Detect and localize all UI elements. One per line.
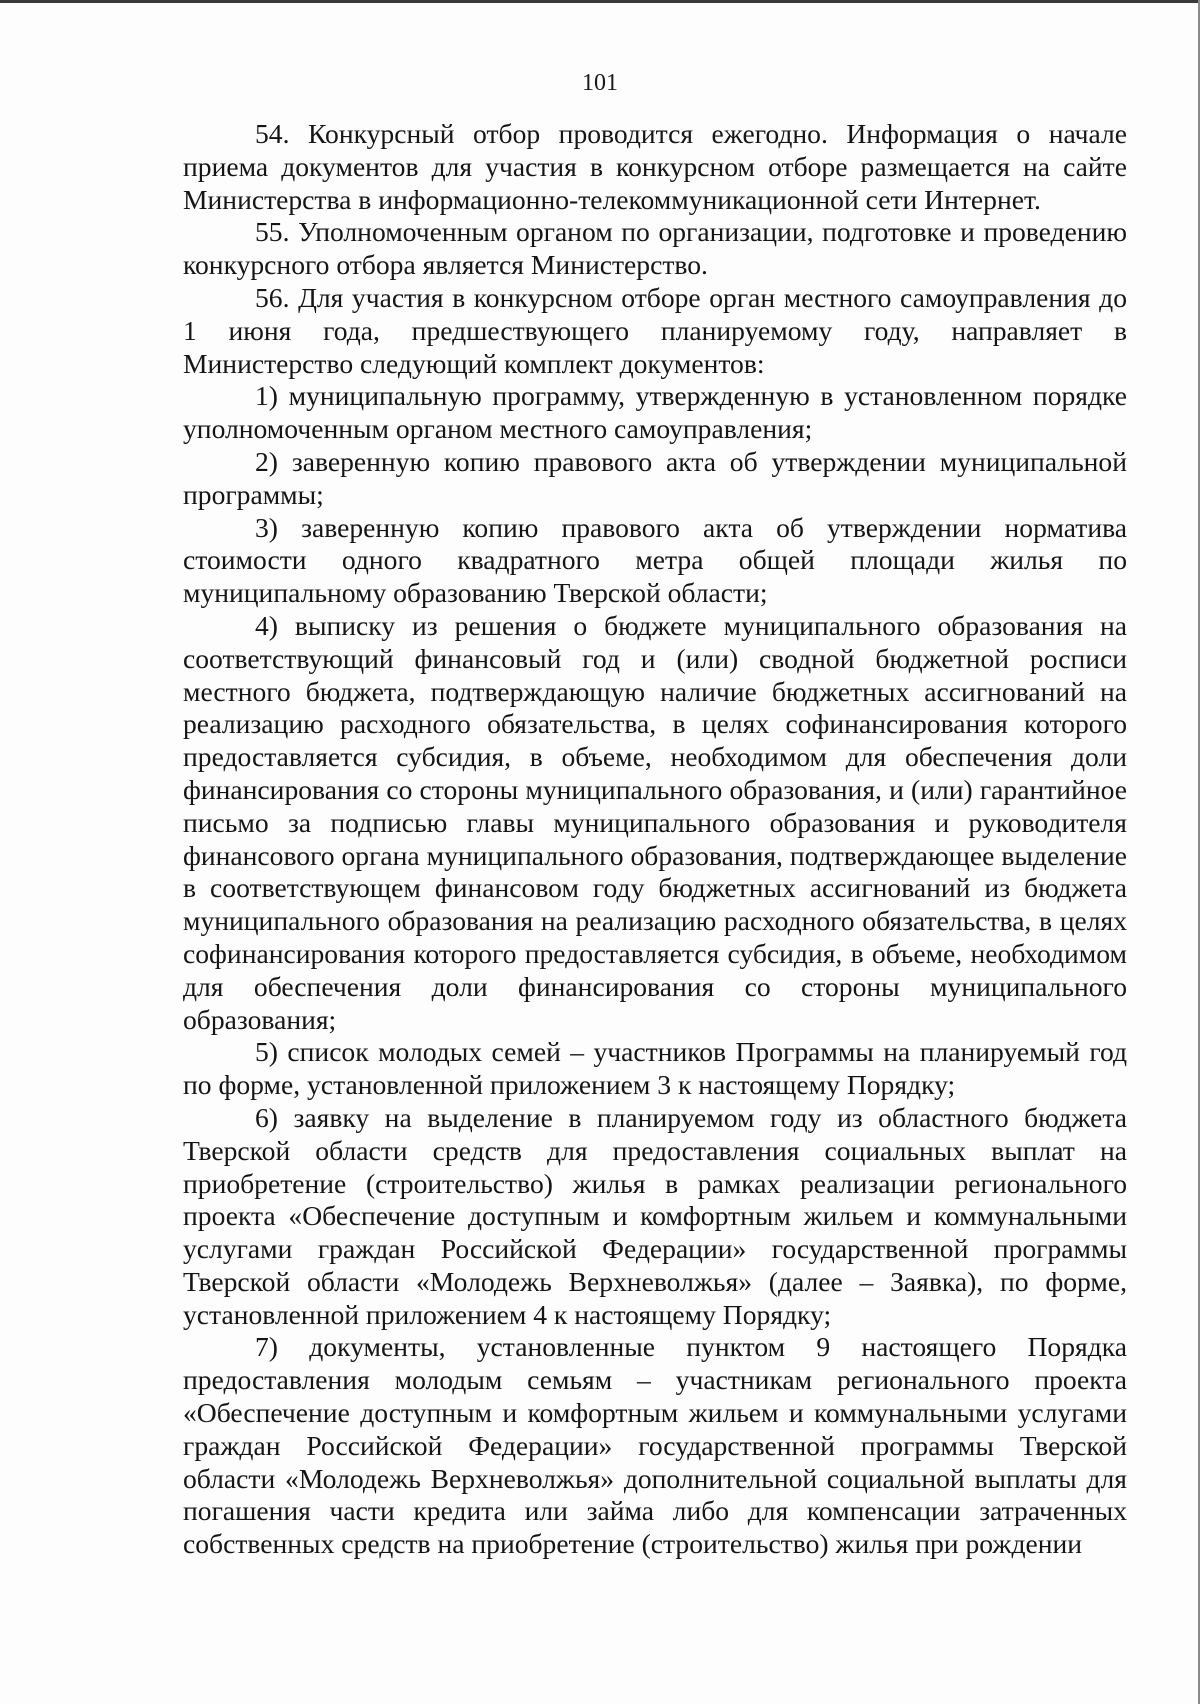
list-item-4: 4) выписку из решения о бюджете муниципального образования на соответствующий финансовый год и (или) сводной бюджетной росписи местного бюджета, подтверждающую наличие бюджетных ассигнований на реализацию расходного обязательства, в целях софинансирования которого предоставляется субсидия, в объеме, необходимом для обеспечения доли финансирования со стороны муниципального образования, и (или) гарантийное письмо за подписью главы муниципального образования и руководителя финансового органа муниципального образования, подтверждающее выделение в соответствующем финансовом году бюджетных ассигнований из бюджета муниципального образования на реализацию расходного обязательства, в целях софинансирования которого предоставляется субсидия, в объеме, необходимом для обеспечения доли финансирования со стороны муниципального образования; [183,609,1127,1035]
document-body [183,118,1127,1561]
list-item-3: 3) заверенную копию правового акта об утверждении норматива стоимости одного квадратного метра общей площади жилья по муниципальному образованию Тверской области; [183,511,1127,609]
list-item-7: 7) документы, установленные пунктом 9 настоящего Порядка предоставления молодым семьям – участникам регионального проекта «Обеспечение доступным и комфортным жильем и коммунальными услугами граждан Российской Федерации» государственной программы Тверской области «Молодежь Верхневолжья» дополнительной социальной выплаты для погашения части кредита или займа либо для компенсации затраченных собственных средств на приобретение (строительство) жилья при рождении [183,1331,1127,1560]
list-item-1: 1) муниципальную программу, утвержденную в установленном порядке уполномоченным органом местного самоуправления; [183,380,1127,445]
paragraph-54: 54. Конкурсный отбор проводится ежегодно. Информация о начале приема документов для участия в конкурсном отборе размещается на сайте Министерства в информационно-телекоммуникационной сети Интернет. [183,118,1127,215]
paragraph-56: 56. Для участия в конкурсном отборе орган местного самоуправления до 1 июня года, предшествующего планируемому году, направляет в Министерство следующий комплект документов: [183,281,1127,379]
page-number: 101 [582,70,618,96]
list-item-2: 2) заверенную копию правового акта об утверждении муниципальной программы; [183,445,1127,510]
list-item-6: 6) заявку на выделение в планируемом году из областного бюджета Тверской области средств для предоставления социальных выплат на приобретение (строительство) жилья в рамках реализации регионального проекта «Обеспечение доступным и комфортным жильем и коммунальными услугами граждан Российской Федерации» государственной программы Тверской области «Молодежь Верхневолжья» (далее – Заявка), по форме, установленной приложением 4 к настоящему Порядку; [183,1101,1127,1330]
paragraph-55: 55. Уполномоченным органом по организации, подготовке и проведению конкурсного отбора является Министерство. [183,216,1127,281]
scan-border-top [0,0,1200,3]
list-item-5: 5) список молодых семей – участников Программы на планируемый год по форме, установленной приложением 3 к настоящему Порядку; [183,1036,1127,1101]
